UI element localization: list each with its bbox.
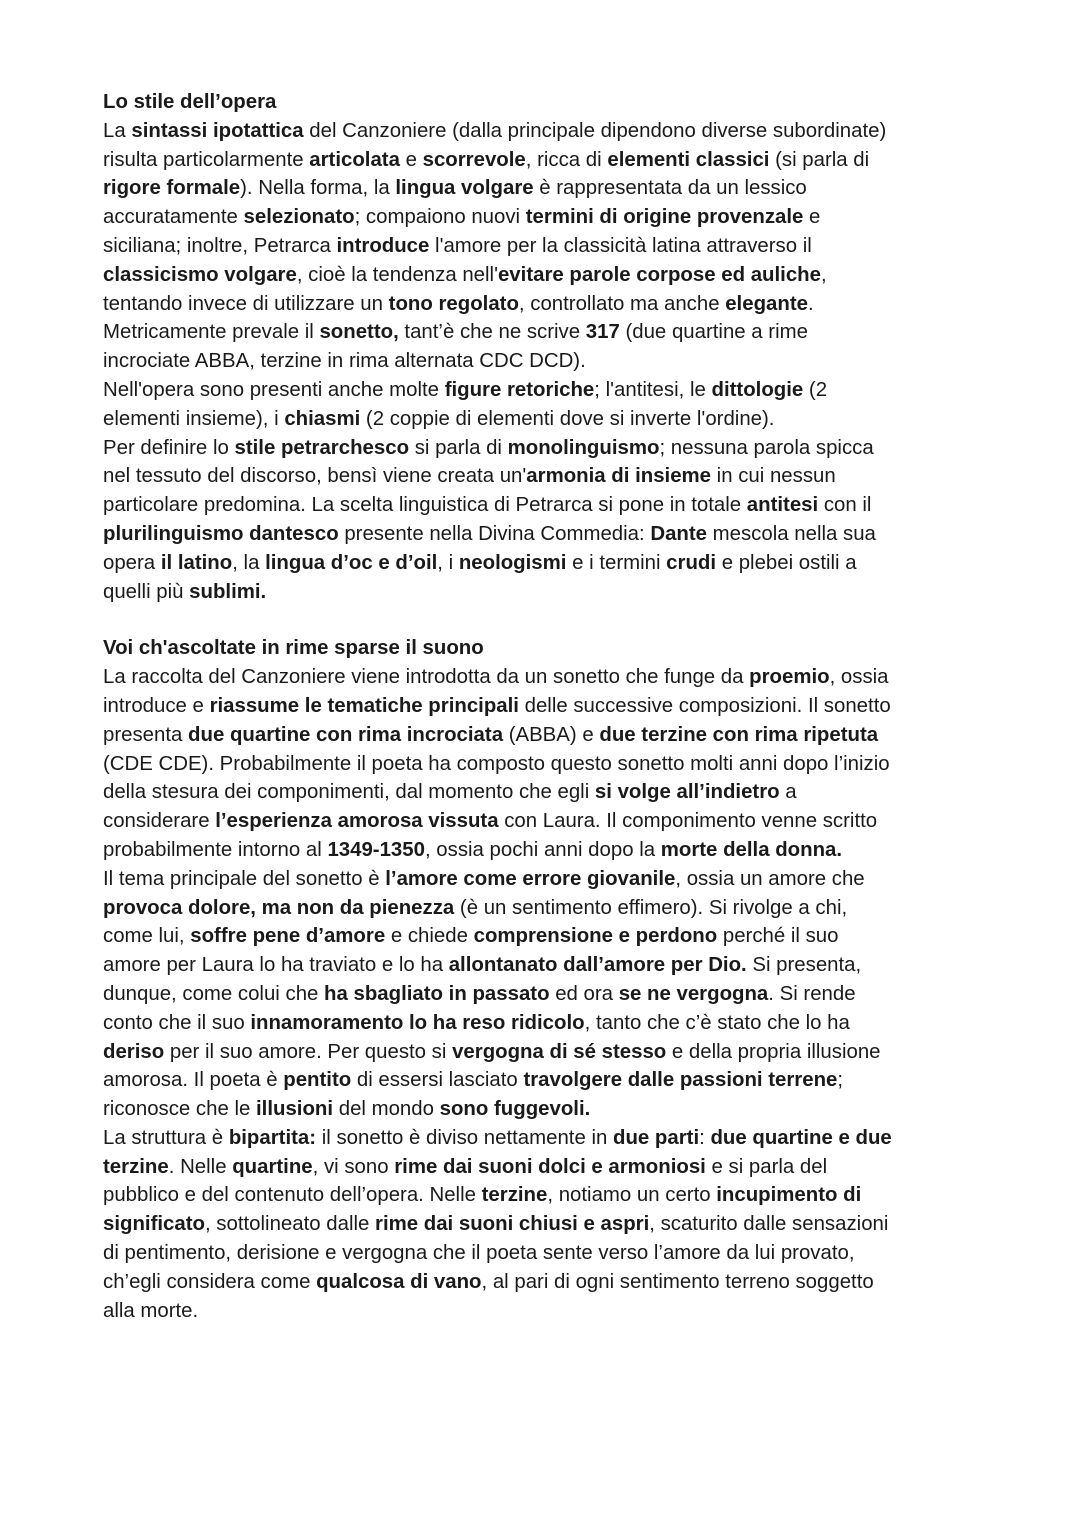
text-run: , al pari di ogni sentimento terreno soggetto <box>481 1270 874 1293</box>
text-line <box>103 1239 963 1268</box>
text-line <box>103 578 963 607</box>
text-line <box>103 865 963 894</box>
text-run: , notiamo un certo <box>547 1184 717 1207</box>
text-run: conto che il suo <box>103 1011 251 1034</box>
text-run: e plebei ostili a <box>716 551 857 574</box>
text-run: accuratamente <box>103 206 244 229</box>
text-line <box>103 146 963 175</box>
bold-run: bipartita: <box>228 1126 317 1149</box>
text-run: mescola nella sua <box>707 522 876 545</box>
text-run: ed ora <box>549 982 619 1005</box>
bold-run: elementi classici <box>607 148 770 171</box>
text-run: opera <box>103 551 161 574</box>
text-run: Per definire lo <box>103 436 235 459</box>
text-run: ; l'antitesi, le <box>594 378 712 401</box>
text-line <box>103 520 963 549</box>
bold-run: tono regolato <box>388 292 519 315</box>
text-run: e i termini <box>566 551 667 574</box>
text-run: (si parla di <box>769 148 870 171</box>
text-run: presenta <box>103 723 189 746</box>
text-line <box>103 1268 963 1297</box>
bold-run: classicismo volgare <box>103 263 297 286</box>
text-line <box>103 721 963 750</box>
text-line <box>103 318 963 347</box>
text-run: perché il suo <box>717 925 839 948</box>
bold-run: lingua d’oc e d’oil <box>265 551 438 574</box>
text-run: probabilmente intorno al <box>103 838 328 861</box>
bold-run: soffre pene d’amore <box>190 925 386 948</box>
paragraph <box>103 117 963 607</box>
text-line <box>103 491 963 520</box>
bold-run: due quartine con rima incrociata <box>188 723 504 746</box>
text-line <box>103 1210 963 1239</box>
bold-run: riassume le tematiche principali <box>209 694 519 717</box>
bold-run: selezionato <box>243 206 355 229</box>
text-run: , vi sono <box>312 1155 395 1178</box>
bold-run: Dante <box>650 522 707 545</box>
text-run: presente nella Divina Commedia: <box>338 522 651 545</box>
text-run: come lui, <box>103 925 191 948</box>
bold-run: termini di origine provenzale <box>525 206 804 229</box>
bold-run: scorrevole <box>422 148 526 171</box>
text-run: quelli più <box>103 580 190 603</box>
bold-run: stile petrarchesco <box>234 436 410 459</box>
text-run: con Laura. Il componimento venne scritto <box>498 810 878 833</box>
bold-run: vergogna di sé stesso <box>452 1040 667 1063</box>
text-line <box>103 1124 963 1153</box>
bold-run: due terzine con rima ripetuta <box>599 723 879 746</box>
text-run: , ricca di <box>525 148 608 171</box>
bold-run: 1349-1350 <box>327 838 425 861</box>
text-run: , scaturito dalle sensazioni <box>649 1213 889 1236</box>
bold-run: incupimento di <box>716 1184 862 1207</box>
text-run: elementi insieme), i <box>103 407 285 430</box>
text-line <box>103 462 963 491</box>
text-run: e chiede <box>385 925 474 948</box>
text-run: , controllato ma anche <box>518 292 726 315</box>
bold-run: illusioni <box>256 1098 334 1121</box>
text-line <box>103 1181 963 1210</box>
text-run: . <box>807 292 814 315</box>
text-run: di essersi lasciato <box>351 1069 524 1092</box>
bold-run: se ne vergogna <box>618 982 769 1005</box>
text-line <box>103 232 963 261</box>
text-run: La struttura è <box>103 1126 229 1149</box>
text-run: introduce e <box>103 694 210 717</box>
bold-run: armonia di insieme <box>526 465 712 488</box>
text-run: ). Nella forma, la <box>240 177 396 200</box>
bold-run: terzine <box>481 1184 548 1207</box>
text-run: , ossia un amore che <box>675 867 865 890</box>
paragraph <box>103 865 963 1124</box>
bold-run: provoca dolore, ma non da pienezza <box>103 896 455 919</box>
bold-run: lingua volgare <box>395 177 534 200</box>
bold-run: l’amore come errore giovanile <box>385 867 676 890</box>
text-line <box>103 203 963 232</box>
text-run: (CDE CDE). Probabilmente il poeta ha composto questo sonetto molti anni dopo l’inizio <box>103 752 890 775</box>
text-line <box>103 980 963 1009</box>
bold-run: sono fuggevoli. <box>439 1098 591 1121</box>
text-run: si parla di <box>409 436 508 459</box>
text-run: amorosa. Il poeta è <box>103 1069 284 1092</box>
text-run: , la <box>232 551 266 574</box>
text-run: e <box>399 148 423 171</box>
text-run: particolare predomina. La scelta linguistica di Petrarca si pone in totale <box>103 494 747 517</box>
text-run: (2 coppie di elementi dove si inverte l'ordine). <box>360 407 775 430</box>
bold-run: articolata <box>309 148 400 171</box>
bold-run: monolinguismo <box>507 436 660 459</box>
text-run: della stesura dei componimenti, dal momento che egli <box>103 781 595 804</box>
text-run: in cui nessun <box>711 465 836 488</box>
bold-run: rigore formale <box>103 177 241 200</box>
text-run: incrociate ABBA, terzine in rima alternata CDC DCD). <box>103 350 586 373</box>
section-stile <box>103 88 963 606</box>
text-run: La <box>103 119 132 142</box>
text-line <box>103 376 963 405</box>
text-line <box>103 117 963 146</box>
text-run: , <box>820 263 827 286</box>
text-run: con il <box>818 494 872 517</box>
text-run: (ABBA) e <box>503 723 600 746</box>
text-run: Nell'opera sono presenti anche molte <box>103 378 445 401</box>
bold-run: dittologie <box>711 378 804 401</box>
text-run: , tanto che c’è stato che lo ha <box>584 1011 850 1034</box>
text-run: ; <box>837 1069 844 1092</box>
text-line <box>103 951 963 980</box>
text-line <box>103 692 963 721</box>
bold-run: comprensione e perdono <box>473 925 718 948</box>
text-line <box>103 663 963 692</box>
bold-run: ha sbagliato in passato <box>324 982 550 1005</box>
bold-run: si volge all’indietro <box>594 781 780 804</box>
text-line <box>103 750 963 779</box>
text-run: di pentimento, derisione e vergogna che il poeta sente verso l’amore da lui provato, <box>103 1242 855 1265</box>
text-run: ; nessuna parola spicca <box>659 436 874 459</box>
bold-run: significato <box>103 1213 205 1236</box>
text-run: , i <box>437 551 459 574</box>
text-run: a <box>779 781 797 804</box>
text-line <box>103 174 963 203</box>
bold-run: chiasmi <box>284 407 361 430</box>
bold-run: travolgere dalle passioni terrene <box>523 1069 838 1092</box>
text-run: delle successive composizioni. Il sonetto <box>518 694 891 717</box>
text-line <box>103 894 963 923</box>
bold-run: innamoramento lo ha reso ridicolo <box>250 1011 585 1034</box>
text-line <box>103 1009 963 1038</box>
text-line <box>103 807 963 836</box>
paragraph <box>103 663 963 865</box>
bold-run: crudi <box>666 551 717 574</box>
text-line <box>103 1038 963 1067</box>
paragraph <box>103 1124 963 1326</box>
text-line <box>103 836 963 865</box>
bold-run: sintassi ipotattica <box>131 119 304 142</box>
text-line <box>103 434 963 463</box>
text-run: , cioè la tendenza nell' <box>296 263 498 286</box>
bold-run: sonetto, <box>319 321 399 344</box>
bold-run: introduce <box>336 234 430 257</box>
bold-run: neologismi <box>458 551 567 574</box>
text-run: alla morte. <box>103 1299 199 1322</box>
text-line <box>103 347 963 376</box>
text-run: La raccolta del Canzoniere viene introdotta da un sonetto che funge da <box>103 666 750 689</box>
text-run: ; compaiono nuovi <box>354 206 526 229</box>
bold-run: morte della donna. <box>660 838 843 861</box>
text-run: (due quartine a rime <box>619 321 808 344</box>
text-run: riconosce che le <box>103 1098 257 1121</box>
text-line <box>103 1297 963 1326</box>
text-line <box>103 549 963 578</box>
text-run: . Si rende <box>768 982 856 1005</box>
text-line <box>103 1095 963 1124</box>
text-run: dunque, come colui che <box>103 982 325 1005</box>
bold-run: rime dai suoni dolci e armoniosi <box>394 1155 706 1178</box>
text-run: pubblico e del contenuto dell’opera. Nelle <box>103 1184 482 1207</box>
bold-run: evitare parole corpose ed auliche <box>497 263 821 286</box>
bold-run: plurilinguismo dantesco <box>103 522 339 545</box>
text-run: e si parla del <box>705 1155 828 1178</box>
text-run: del Canzoniere (dalla principale dipendono diverse subordinate) <box>303 119 887 142</box>
bold-run: l’esperienza amorosa vissuta <box>215 810 499 833</box>
text-run: ch’egli considera come <box>103 1270 317 1293</box>
text-line <box>103 1153 963 1182</box>
text-run: tentando invece di utilizzare un <box>103 292 389 315</box>
section-heading: Lo stile dell’opera <box>103 91 277 113</box>
text-run: siciliana; inoltre, Petrarca <box>103 234 337 257</box>
text-run: , ossia <box>829 666 889 689</box>
text-line <box>103 261 963 290</box>
section-heading: Voi ch'ascoltate in rime sparse il suono <box>103 637 484 660</box>
text-line <box>103 405 963 434</box>
text-run: considerare <box>103 810 216 833</box>
text-run: è rappresentata da un lessico <box>533 177 807 200</box>
text-run: Il tema principale del sonetto è <box>103 867 386 890</box>
text-run: il sonetto è diviso nettamente in <box>316 1126 614 1149</box>
text-run: , ossia pochi anni dopo la <box>424 838 661 861</box>
text-line <box>103 922 963 951</box>
bold-run: deriso <box>103 1040 165 1063</box>
bold-run: due parti <box>613 1126 700 1149</box>
text-run: . Nelle <box>168 1155 233 1178</box>
bold-run: allontanato dall’amore per Dio. <box>448 954 747 977</box>
text-run: Si presenta, <box>746 954 862 977</box>
section-proemio <box>103 634 963 1325</box>
bold-run: proemio <box>749 666 830 689</box>
text-run: (è un sentimento effimero). Si rivolge a chi, <box>454 896 848 919</box>
bold-run: sublimi. <box>189 580 267 603</box>
text-run: : <box>699 1126 711 1149</box>
text-line <box>103 1066 963 1095</box>
text-run: e <box>803 206 821 229</box>
bold-run: il latino <box>160 551 233 574</box>
bold-run: quartine <box>232 1155 313 1178</box>
text-run: , sottolineato dalle <box>204 1213 376 1236</box>
text-run: per il suo amore. Per questo si <box>164 1040 453 1063</box>
text-line <box>103 778 963 807</box>
text-run: del mondo <box>333 1098 440 1121</box>
bold-run: due quartine e due <box>710 1126 892 1149</box>
bold-run: terzine <box>103 1155 169 1178</box>
text-run: tant’è che ne scrive <box>398 321 586 344</box>
text-run: nel tessuto del discorso, bensì viene creata un' <box>103 465 527 488</box>
bold-run: 317 <box>585 321 620 344</box>
text-run: l'amore per la classicità latina attraverso il <box>429 234 812 257</box>
text-line <box>103 290 963 319</box>
text-run: Metricamente prevale il <box>103 321 320 344</box>
bold-run: qualcosa di vano <box>316 1270 482 1293</box>
text-run: amore per Laura lo ha traviato e lo ha <box>103 954 449 977</box>
bold-run: elegante <box>725 292 808 315</box>
bold-run: figure retoriche <box>444 378 595 401</box>
document-page <box>103 88 963 1325</box>
text-run: e della propria illusione <box>666 1040 881 1063</box>
text-run: (2 <box>803 378 828 401</box>
bold-run: rime dai suoni chiusi e aspri <box>375 1213 650 1236</box>
bold-run: pentito <box>283 1069 352 1092</box>
bold-run: antitesi <box>746 494 819 517</box>
text-run: risulta particolarmente <box>103 148 310 171</box>
